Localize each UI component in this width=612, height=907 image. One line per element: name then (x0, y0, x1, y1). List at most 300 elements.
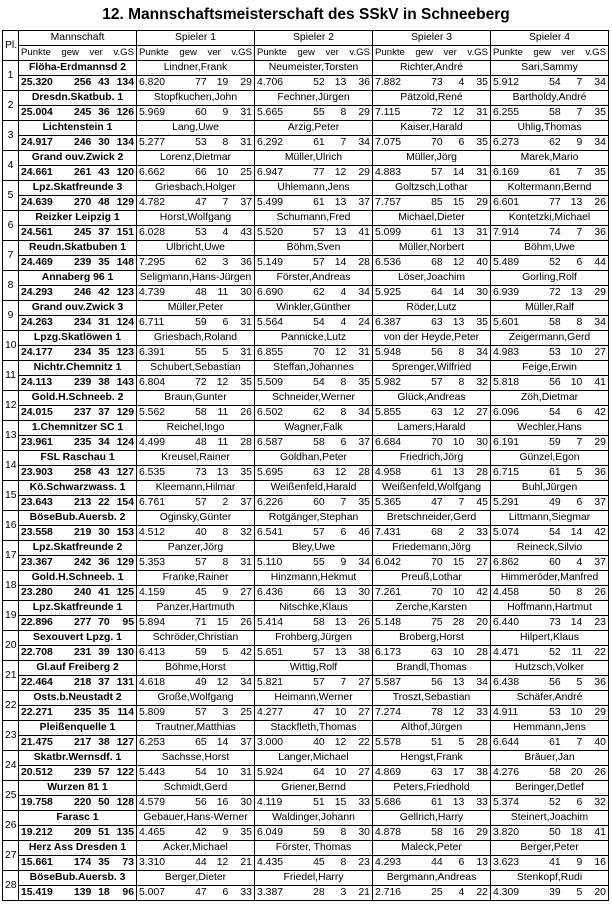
table-row-stats (3, 436, 609, 451)
stat-vgs: 26 (240, 617, 252, 628)
stat-gew: 58 (195, 407, 207, 418)
player-stats (137, 526, 255, 541)
stat-gew: 54 (313, 317, 325, 328)
player-name: Zöh,Dietmar (491, 391, 609, 406)
stat-gew: 277 (73, 617, 92, 628)
stat-gew: 60 (549, 557, 561, 568)
header-player-2: Spieler 2 (255, 31, 373, 46)
team-name: BöseBub.Auersb. 2 (19, 511, 137, 526)
player-stats (491, 526, 609, 541)
player-stats (137, 436, 255, 451)
player-name: Sachsse,Horst (137, 751, 255, 766)
stat-ver: 12 (334, 167, 347, 178)
player-name: Reineck,Silvio (491, 541, 609, 556)
stat-vgs: 40 (594, 737, 606, 748)
place-number: 25 (3, 781, 19, 811)
player-stats (255, 676, 373, 691)
stat-ver: 5 (576, 467, 583, 478)
player-name: Bartholdy,André (491, 91, 609, 106)
stat-gew: 218 (73, 677, 92, 688)
player-name: Goltzsch,Lothar (373, 181, 491, 196)
stat-vgs: 25 (240, 167, 252, 178)
stat-ver: 6 (458, 857, 465, 868)
stat-ver: 14 (216, 737, 229, 748)
player-name: Gellrich,Harry (373, 811, 491, 826)
stat-gew: 57 (313, 227, 325, 238)
stat-punkte: 5.149 (257, 257, 284, 268)
stat-gew: 261 (73, 167, 92, 178)
table-row-stats (3, 106, 609, 121)
table-row (3, 181, 609, 196)
stat-ver: 14 (452, 167, 465, 178)
player-name: Griesbach,Holger (137, 181, 255, 196)
stat-ver: 6 (222, 887, 229, 898)
stat-punkte: 4.883 (375, 167, 402, 178)
stat-punkte: 6.711 (139, 317, 165, 328)
player-name: Müller,Ralf (491, 301, 609, 316)
header-sub-label: Punkte (493, 47, 523, 58)
stat-ver: 6 (576, 257, 583, 268)
stat-gew: 234 (73, 317, 92, 328)
stat-punkte: 4.499 (139, 437, 166, 448)
stat-ver: 4 (222, 227, 229, 238)
stat-punkte: 24.639 (21, 197, 53, 208)
player-stats (255, 376, 373, 391)
stat-vgs: 41 (594, 377, 606, 388)
player-name: Uhlemann,Jens (255, 181, 373, 196)
stat-gew: 75 (431, 617, 443, 628)
player-name: Steinert,Joachim (491, 811, 609, 826)
stat-ver: 12 (452, 707, 465, 718)
stat-vgs: 36 (594, 227, 606, 238)
stat-vgs: 131 (116, 677, 134, 688)
stat-punkte: 3.820 (493, 827, 520, 838)
stat-ver: 13 (216, 467, 229, 478)
player-name: Wittig,Rolf (255, 661, 373, 676)
stat-gew: 48 (195, 437, 207, 448)
stat-vgs: 28 (476, 467, 488, 478)
stat-gew: 28 (313, 887, 325, 898)
stat-ver: 13 (334, 587, 347, 598)
player-stats (373, 706, 491, 721)
stat-gew: 53 (195, 227, 207, 238)
stat-gew: 209 (73, 827, 92, 838)
team-name: Gold.H.Schneeb. 2 (19, 391, 137, 406)
team-name: Lpz.Skatfreunde 3 (19, 181, 137, 196)
stat-punkte: 5.578 (375, 737, 402, 748)
stat-gew: 62 (549, 137, 561, 148)
player-stats (491, 286, 609, 301)
stat-vgs: 37 (358, 197, 370, 208)
stat-ver: 11 (571, 647, 583, 658)
stat-punkte: 4.293 (375, 857, 402, 868)
stat-punkte: 7.075 (375, 137, 402, 148)
team-stats (19, 346, 137, 361)
stat-punkte: 22.271 (21, 707, 53, 718)
stat-ver: 12 (452, 257, 465, 268)
player-stats (137, 106, 255, 121)
stat-gew: 235 (73, 707, 92, 718)
stat-ver: 11 (217, 437, 229, 448)
stat-gew: 72 (549, 287, 561, 298)
team-stats (19, 316, 137, 331)
stat-punkte: 6.587 (257, 437, 284, 448)
team-stats (19, 166, 137, 181)
stat-punkte: 4.159 (139, 587, 166, 598)
player-name: Frohberg,Jürgen (255, 631, 373, 646)
place-number: 5 (3, 181, 19, 211)
stat-vgs: 35 (240, 467, 252, 478)
table-row (3, 91, 609, 106)
stat-gew: 51 (431, 737, 443, 748)
stat-ver: 5 (576, 677, 583, 688)
player-stats (137, 466, 255, 481)
stat-punkte: 4.309 (493, 887, 520, 898)
stat-ver: 8 (576, 587, 583, 598)
stat-gew: 55 (313, 107, 325, 118)
stat-punkte: 23.643 (21, 497, 53, 508)
stat-vgs: 134 (116, 137, 134, 148)
stat-vgs: 34 (358, 287, 370, 298)
table-row (3, 481, 609, 496)
player-stats (255, 406, 373, 421)
player-stats (137, 556, 255, 571)
stat-ver: 12 (334, 737, 347, 748)
team-name: FSL Raschau 1 (19, 451, 137, 466)
place-number: 27 (3, 841, 19, 871)
player-name: Buhl,Jürgen (491, 481, 609, 496)
stat-vgs: 42 (240, 647, 252, 658)
stat-ver: 42 (98, 287, 110, 298)
player-stats (137, 286, 255, 301)
player-name: Peters,Friedhold (373, 781, 491, 796)
stat-vgs: 129 (116, 557, 134, 568)
player-name: Maleck,Peter (373, 841, 491, 856)
stat-gew: 53 (549, 707, 561, 718)
stat-punkte: 5.443 (139, 767, 166, 778)
stat-vgs: 34 (594, 77, 606, 88)
table-row-stats (3, 856, 609, 871)
place-number: 10 (3, 331, 19, 361)
player-name: Kontetzki,Michael (491, 211, 609, 226)
player-stats (137, 166, 255, 181)
header-sub-label: ver (443, 47, 457, 58)
stat-ver: 14 (452, 287, 465, 298)
header-sub-label: v.GS (349, 47, 370, 58)
stat-gew: 64 (431, 287, 443, 298)
player-stats (491, 166, 609, 181)
stat-punkte: 5.520 (257, 227, 284, 238)
stat-punkte: 4.119 (257, 797, 283, 808)
header-sub-label: ver (89, 47, 103, 58)
stat-vgs: 27 (240, 587, 252, 598)
team-stats (19, 796, 137, 811)
stat-vgs: 33 (358, 797, 370, 808)
stat-vgs: 44 (594, 257, 606, 268)
stat-vgs: 46 (358, 527, 370, 538)
header-sub-label: Punkte (21, 47, 51, 58)
team-name: Grand ouv.Zwick 2 (19, 151, 137, 166)
stat-punkte: 24.661 (21, 167, 53, 178)
stat-ver: 34 (98, 437, 110, 448)
player-name: Seligmann,Hans-Jürgen (137, 271, 255, 286)
table-row-stats (3, 346, 609, 361)
stat-punkte: 6.541 (257, 527, 284, 538)
player-name: Müller,Jörg (373, 151, 491, 166)
table-row (3, 541, 609, 556)
stat-ver: 10 (570, 347, 583, 358)
stat-gew: 42 (195, 827, 207, 838)
table-row (3, 601, 609, 616)
table-row-stats (3, 766, 609, 781)
player-stats (373, 166, 491, 181)
header-pl: Pl. (3, 31, 19, 61)
header-sub-label: v.GS (113, 47, 134, 58)
stat-ver: 2 (222, 497, 229, 508)
table-row (3, 241, 609, 256)
stat-vgs: 130 (116, 647, 134, 658)
stat-ver: 7 (340, 137, 347, 148)
player-name: Troszt,Sebastian (373, 691, 491, 706)
stat-vgs: 34 (358, 407, 370, 418)
stat-punkte: 5.509 (257, 377, 284, 388)
stat-ver: 14 (570, 527, 583, 538)
player-stats (137, 886, 255, 901)
stat-punkte: 4.782 (139, 197, 166, 208)
stat-ver: 12 (216, 857, 229, 868)
player-name: Röder,Lutz (373, 301, 491, 316)
team-stats (19, 76, 137, 91)
stat-vgs: 31 (476, 167, 488, 178)
stat-ver: 8 (222, 137, 229, 148)
team-name: Reudn.Skatbuben 1 (19, 241, 137, 256)
stat-punkte: 4.739 (139, 287, 166, 298)
header-sub-label: v.GS (467, 47, 488, 58)
stat-vgs: 143 (116, 377, 134, 388)
stat-gew: 59 (313, 827, 325, 838)
stat-ver: 35 (98, 857, 110, 868)
stat-ver: 4 (340, 287, 347, 298)
stat-vgs: 35 (476, 317, 488, 328)
player-name: Weißenfeld,Wolfgang (373, 481, 491, 496)
stat-gew: 40 (313, 737, 325, 748)
player-stats (491, 856, 609, 871)
stat-vgs: 23 (358, 857, 370, 868)
stat-ver: 15 (452, 557, 465, 568)
player-name: Schneider,Werner (255, 391, 373, 406)
stat-punkte: 22.464 (21, 677, 53, 688)
player-stats (373, 346, 491, 361)
stat-vgs: 126 (116, 107, 134, 118)
stat-vgs: 135 (116, 827, 134, 838)
stat-punkte: 5.601 (493, 317, 520, 328)
stat-gew: 70 (431, 437, 443, 448)
stat-vgs: 16 (594, 857, 606, 868)
stat-ver: 6 (576, 497, 583, 508)
stat-ver: 30 (98, 527, 110, 538)
stat-ver: 38 (98, 377, 110, 388)
stat-punkte: 7.295 (139, 257, 166, 268)
stat-punkte: 5.414 (257, 617, 284, 628)
player-stats (255, 106, 373, 121)
player-name: Preuß,Lothar (373, 571, 491, 586)
stat-ver: 11 (217, 407, 229, 418)
stat-punkte: 5.818 (493, 377, 520, 388)
stat-ver: 22 (98, 497, 110, 508)
stat-gew: 246 (73, 137, 92, 148)
player-name: Langer,Michael (255, 751, 373, 766)
stat-punkte: 6.387 (375, 317, 402, 328)
stat-vgs: 36 (594, 677, 606, 688)
stat-vgs: 125 (116, 587, 134, 598)
stat-ver: 14 (334, 257, 347, 268)
header-player-4-stats (491, 46, 609, 61)
stat-ver: 9 (576, 137, 583, 148)
stat-ver: 28 (452, 617, 465, 628)
stat-punkte: 6.413 (139, 647, 166, 658)
stat-punkte: 5.489 (493, 257, 520, 268)
stat-vgs: 30 (358, 827, 370, 838)
stat-punkte: 6.042 (375, 557, 402, 568)
place-number: 9 (3, 301, 19, 331)
table-row (3, 331, 609, 346)
stat-vgs: 30 (240, 287, 252, 298)
stat-gew: 57 (313, 257, 325, 268)
stat-punkte: 5.291 (493, 497, 520, 508)
stat-vgs: 35 (240, 827, 252, 838)
team-stats (19, 436, 137, 451)
player-name: Schumann,Fred (255, 211, 373, 226)
stat-gew: 55 (313, 557, 325, 568)
stat-gew: 68 (431, 257, 443, 268)
stat-gew: 54 (549, 407, 561, 418)
stat-punkte: 6.169 (493, 167, 520, 178)
place-number: 6 (3, 211, 19, 241)
place-number: 28 (3, 871, 19, 901)
player-name: Förster, Thomas (255, 841, 373, 856)
table-row-stats (3, 586, 609, 601)
stat-vgs: 32 (240, 527, 252, 538)
stat-punkte: 5.074 (493, 527, 520, 538)
table-row-stats (3, 76, 609, 91)
table-row-stats (3, 226, 609, 241)
team-name: Reizker Leipzig 1 (19, 211, 137, 226)
stat-ver: 3 (222, 707, 229, 718)
stat-punkte: 22.896 (21, 617, 53, 628)
stat-punkte: 6.715 (493, 467, 520, 478)
table-row-stats (3, 196, 609, 211)
stat-ver: 13 (452, 317, 465, 328)
table-row-stats (3, 496, 609, 511)
stat-gew: 59 (195, 317, 207, 328)
player-stats (255, 556, 373, 571)
stat-vgs: 34 (476, 677, 488, 688)
table-row (3, 211, 609, 226)
stat-ver: 8 (340, 407, 347, 418)
header-row-1 (3, 31, 609, 46)
player-stats (373, 496, 491, 511)
stat-punkte: 7.882 (375, 77, 402, 88)
player-name: Uhlig,Thomas (491, 121, 609, 136)
stat-ver: 7 (576, 77, 583, 88)
player-name: Trautner,Matthias (137, 721, 255, 736)
stat-vgs: 20 (476, 617, 488, 628)
player-stats (255, 316, 373, 331)
stat-vgs: 34 (594, 137, 606, 148)
stat-ver: 7 (576, 437, 583, 448)
stat-ver: 7 (576, 227, 583, 238)
player-stats (491, 376, 609, 391)
stat-gew: 78 (431, 707, 443, 718)
place-number: 4 (3, 151, 19, 181)
stat-punkte: 24.561 (21, 227, 53, 238)
stat-ver: 48 (98, 197, 110, 208)
stat-ver: 10 (216, 767, 229, 778)
stat-punkte: 4.869 (375, 767, 402, 778)
stat-ver: 9 (222, 587, 229, 598)
player-stats (373, 196, 491, 211)
stat-punkte: 6.820 (139, 77, 166, 88)
stat-ver: 10 (452, 437, 465, 448)
stat-gew: 49 (195, 677, 207, 688)
stat-ver: 13 (570, 287, 583, 298)
stat-ver: 41 (98, 587, 110, 598)
stat-vgs: 35 (594, 167, 606, 178)
stat-gew: 70 (431, 557, 443, 568)
player-name: Löser,Joachim (373, 271, 491, 286)
stat-gew: 53 (195, 137, 207, 148)
stat-vgs: 34 (476, 347, 488, 358)
player-name: Hoffmann,Hartmut (491, 601, 609, 616)
stat-gew: 61 (431, 227, 443, 238)
stat-gew: 256 (73, 77, 92, 88)
player-name: Brandl,Thomas (373, 661, 491, 676)
place-number: 24 (3, 751, 19, 781)
stat-gew: 235 (73, 437, 92, 448)
stat-punkte: 24.917 (21, 137, 53, 148)
stat-ver: 9 (222, 107, 229, 118)
stat-vgs: 29 (358, 167, 370, 178)
player-name: Koltermann,Bernd (491, 181, 609, 196)
stat-punkte: 5.148 (375, 617, 402, 628)
team-name: Pleißenquelle 1 (19, 721, 137, 736)
place-number: 26 (3, 811, 19, 841)
stat-gew: 59 (549, 437, 561, 448)
stat-ver: 10 (570, 707, 583, 718)
player-stats (255, 466, 373, 481)
stat-gew: 50 (549, 827, 561, 838)
stat-ver: 43 (98, 467, 110, 478)
stat-punkte: 4.277 (257, 707, 284, 718)
stat-ver: 35 (98, 347, 110, 358)
stat-gew: 47 (195, 197, 207, 208)
player-name: Feige,Erwin (491, 361, 609, 376)
player-stats (373, 526, 491, 541)
stat-ver: 39 (98, 647, 110, 658)
stat-vgs: 34 (594, 317, 606, 328)
stat-punkte: 6.191 (493, 437, 520, 448)
stat-gew: 77 (313, 167, 325, 178)
player-stats (137, 316, 255, 331)
stat-ver: 6 (340, 527, 347, 538)
player-name: Panzer,Jörg (137, 541, 255, 556)
player-name: Friedrich,Jörg (373, 451, 491, 466)
stat-punkte: 6.535 (139, 467, 166, 478)
player-name: Friedemann,Jörg (373, 541, 491, 556)
player-stats (373, 226, 491, 241)
player-name: Althof,Jürgen (373, 721, 491, 736)
team-name: Lpzg.Skatlöwen 1 (19, 331, 137, 346)
